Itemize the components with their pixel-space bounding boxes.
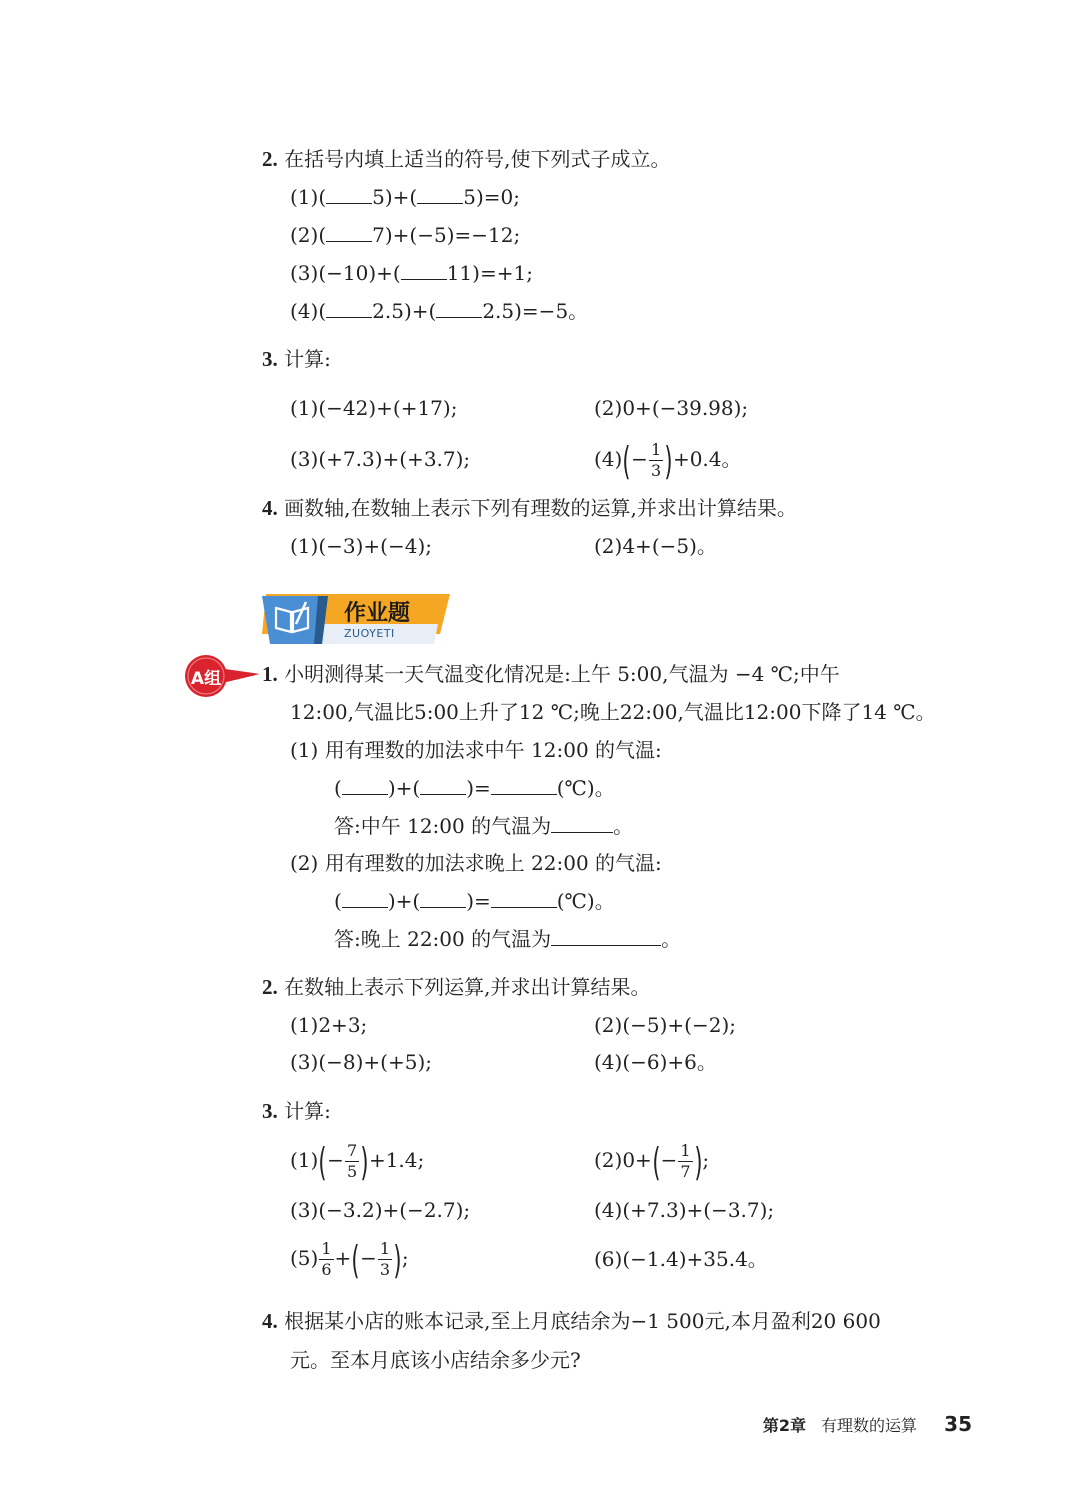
numerator: 1 [379, 1239, 391, 1258]
hw-q3-item-5: (5) $\frac{1}{6}$ +(− $\frac{1}{3}$ ); [290, 1237, 409, 1282]
question-text: 在括号内填上适当的符号,使下列式子成立。 [284, 147, 671, 171]
answer-blank[interactable] [436, 297, 482, 318]
page-footer [763, 1412, 972, 1436]
hw-q1-line-2: 12:00,气温比5:00上升了12 ℃;晚上22:00,气温比12:00下降了14 ℃。 [290, 700, 936, 724]
hw-q3-item-6: (6)(−1.4)+35.4。 [594, 1247, 768, 1271]
left-paren: ( [622, 438, 631, 483]
eq-text: )+( [387, 889, 421, 913]
hw-q1-answer-1 [334, 812, 633, 840]
item-text: ; [401, 1246, 409, 1270]
denominator: 5 [346, 1162, 358, 1181]
hw-question-4 [262, 1307, 881, 1335]
answer-blank[interactable] [420, 887, 466, 908]
item-text: 2.5)=−5。 [482, 299, 589, 323]
numerator: 1 [680, 1141, 691, 1160]
fraction [649, 442, 663, 479]
question-number: 2. [262, 975, 278, 999]
right-paren: ) [360, 1139, 369, 1184]
right-paren: ) [393, 1237, 402, 1282]
item-text: (1)( [290, 185, 327, 209]
denominator: 3 [379, 1260, 391, 1279]
answer-blank[interactable] [401, 259, 447, 280]
numerator: 7 [346, 1141, 358, 1160]
plus-sign: + [334, 1246, 352, 1270]
answer-blank[interactable] [420, 774, 466, 795]
eq-text: )+( [387, 776, 421, 800]
eq-text: ( [334, 776, 342, 800]
chapter-label: 第2章 [762, 1416, 806, 1435]
hw-q2-item-2: (2)(−5)+(−2); [594, 1013, 737, 1037]
homework-title: 作业题 [344, 601, 411, 626]
item-text: 7)+(−5)=−12; [372, 223, 521, 247]
q2-item-1 [290, 183, 520, 211]
hw-q3-item-2: (2)0+(− $\frac{1}{7}$ ); [594, 1139, 710, 1184]
hw-question-2 [262, 973, 650, 1001]
q2-item-4 [290, 297, 588, 325]
answer-end: 。 [613, 814, 634, 838]
eq-text: (℃)。 [556, 776, 615, 800]
q3-item-4: (4)(− $\frac{1}{3}$ )+0.4。 [594, 438, 742, 483]
homework-subtitle: ZUOYETI [344, 627, 395, 640]
q4-item-1: (1)(−3)+(−4); [290, 534, 433, 558]
hw-question-1 [262, 660, 840, 688]
chapter-title: 有理数的运算 [821, 1416, 918, 1435]
question-number: 3. [262, 347, 278, 371]
numerator: 1 [650, 440, 662, 459]
item-text: (4)( [290, 299, 327, 323]
item-text: 5)+( [372, 185, 418, 209]
answer-end: 。 [661, 927, 682, 951]
fraction [319, 1241, 333, 1278]
fraction [345, 1143, 359, 1180]
question-text: 根据某小店的账本记录,至上月底结余为−1 500元,本月盈利20 600 [284, 1309, 881, 1333]
answer-blank[interactable] [491, 774, 557, 795]
question-number: 4. [262, 496, 278, 520]
q4-item-2: (2)4+(−5)。 [594, 534, 717, 558]
q2-item-2 [290, 221, 520, 249]
item-text: +1.4; [368, 1148, 425, 1172]
question-number: 2. [262, 147, 278, 171]
item-text: ; [702, 1148, 710, 1172]
item-label: (1) [290, 1148, 319, 1172]
answer-text: 答:中午 12:00 的气温为 [334, 814, 552, 838]
left-paren: ( [652, 1139, 661, 1184]
denominator: 3 [650, 461, 662, 480]
question-number: 1. [262, 662, 278, 686]
hw-q1-sub-1: (1) 用有理数的加法求中午 12:00 的气温: [290, 738, 662, 762]
numerator: 1 [321, 1239, 332, 1258]
q3-item-3: (3)(+7.3)+(+3.7); [290, 447, 471, 471]
page-number: 35 [944, 1412, 972, 1436]
homework-banner [262, 590, 452, 648]
hw-q3-item-3: (3)(−3.2)+(−2.7); [290, 1198, 471, 1222]
question-text: 画数轴,在数轴上表示下列有理数的运算,并求出计算结果。 [284, 496, 797, 520]
hw-q3-item-1: (1)(− $\frac{7}{5}$ )+1.4; [290, 1139, 425, 1184]
hw-q2-item-3: (3)(−8)+(+5); [290, 1050, 433, 1074]
question-text: 在数轴上表示下列运算,并求出计算结果。 [284, 975, 651, 999]
answer-blank[interactable] [551, 812, 613, 833]
question-text: 计算: [284, 347, 331, 371]
right-paren: ) [664, 438, 673, 483]
book-pencil-icon [272, 600, 312, 639]
hw-q2-item-1: (1)2+3; [290, 1013, 368, 1037]
item-text: 11)=+1; [446, 261, 533, 285]
item-text: +0.4。 [672, 447, 742, 471]
hw-question-3 [262, 1097, 331, 1125]
hw-q2-item-4: (4)(−6)+6。 [594, 1050, 717, 1074]
q3-item-1: (1)(−42)+(+17); [290, 396, 458, 420]
left-paren: ( [351, 1237, 360, 1282]
hw-q1-answer-2 [334, 925, 681, 953]
question-text: 计算: [284, 1099, 331, 1123]
answer-blank[interactable] [326, 183, 372, 204]
question-4 [262, 494, 797, 522]
fraction [678, 1143, 692, 1180]
item-text: (2)( [290, 223, 327, 247]
item-label: (2)0+ [594, 1148, 652, 1172]
answer-blank[interactable] [326, 221, 372, 242]
left-paren: ( [318, 1139, 327, 1184]
denominator: 6 [321, 1260, 332, 1279]
answer-blank[interactable] [551, 925, 661, 946]
question-text: 小明测得某一天气温变化情况是:上午 5:00,气温为 −4 ℃;中午 [284, 662, 840, 686]
question-number: 3. [262, 1099, 278, 1123]
eq-text: )= [466, 776, 491, 800]
item-text: 5)=0; [463, 185, 520, 209]
item-text: 2.5)+( [372, 299, 437, 323]
eq-text: ( [334, 889, 342, 913]
hw-q1-sub-2: (2) 用有理数的加法求晚上 22:00 的气温: [290, 851, 662, 875]
answer-blank[interactable] [326, 297, 372, 318]
eq-text: (℃)。 [556, 889, 615, 913]
group-badge-label: A组 [190, 669, 222, 689]
denominator: 7 [680, 1162, 691, 1181]
group-a-badge [184, 654, 264, 703]
answer-blank[interactable] [417, 183, 463, 204]
answer-text: 答:晚上 22:00 的气温为 [334, 927, 552, 951]
item-label: (5) [290, 1246, 319, 1270]
right-paren: ) [693, 1139, 703, 1184]
answer-blank[interactable] [491, 887, 557, 908]
q3-item-2: (2)0+(−39.98); [594, 396, 749, 420]
fraction [378, 1241, 392, 1278]
question-3 [262, 345, 331, 373]
question-2 [262, 145, 670, 173]
answer-blank[interactable] [342, 887, 388, 908]
hw-q4-line-2: 元。至本月底该小店结余多少元? [290, 1348, 581, 1372]
hw-q3-item-4: (4)(+7.3)+(−3.7); [594, 1198, 775, 1222]
item-text: (3)(−10)+( [290, 261, 401, 285]
q2-item-3 [290, 259, 533, 287]
hw-q1-equation-1 [334, 774, 615, 802]
answer-blank[interactable] [342, 774, 388, 795]
eq-text: )= [466, 889, 491, 913]
hw-q1-equation-2 [334, 887, 615, 915]
question-number: 4. [262, 1309, 278, 1333]
item-label: (4) [594, 447, 623, 471]
